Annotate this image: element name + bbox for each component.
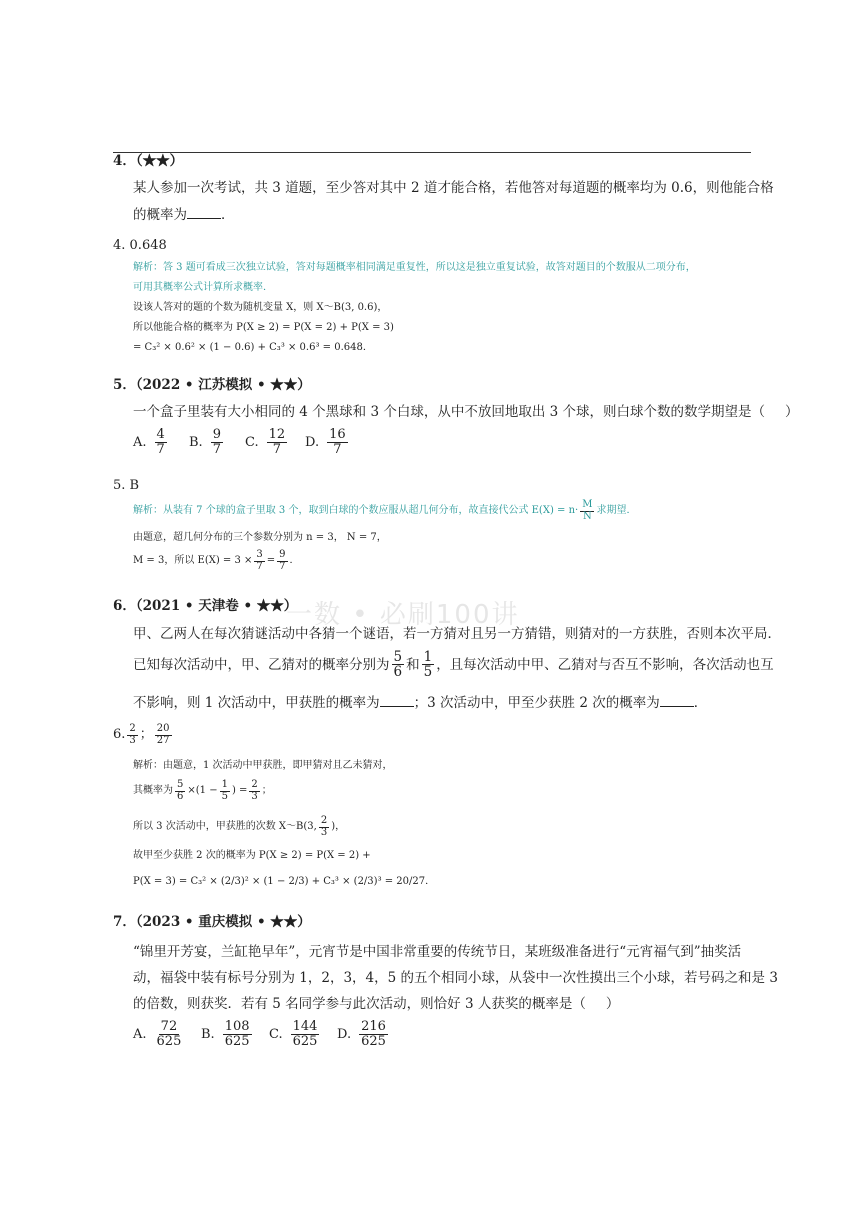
a5-line3: M = 3，所以 E(X) = 3 × $\frac{3}{7}$ = $\frac{9}{7}$ ． <box>133 549 300 572</box>
q5-option-b: B. $\frac{9}{7}$ <box>189 427 221 457</box>
a6-line3: 所以 3 次活动中，甲获胜的次数 X～B(3, $\frac{2}{3}$ )， <box>133 815 346 838</box>
q6-line1: 甲、乙两人在每次猜谜活动中各猜一个谜语，若一方猜对且另一方猜错，则猜对的一方获胜，否则本次平局． <box>133 626 781 642</box>
q6-line3: 不影响，则 1 次活动中，甲获胜的概率为 ；3 次活动中，甲至少获胜 2 次的概率为 ． <box>133 695 708 711</box>
q7-line2: 动，福袋中装有标号分别为 1，2，3，4，5 的五个相同小球，从袋中一次性摸出三个小球，若号码之和是 3 <box>133 970 778 986</box>
top-rule <box>113 152 751 153</box>
q7-line3: 的倍数，则获奖．若有 5 名同学参与此次活动，则恰好 3 人获奖的概率是（ ） <box>133 996 620 1012</box>
answer-blank <box>380 694 414 707</box>
a6-line1: 解析：由题意，1 次活动中甲获胜，即甲猜对且乙未猜对， <box>133 760 393 771</box>
q7-option-d: D. $\frac{216}{625}$ <box>337 1019 386 1049</box>
q5-option-a: A. $\frac{4}{7}$ <box>133 427 165 457</box>
a5-line2: 由题意，超几何分布的三个参数分别为 n = 3， N = 7， <box>133 532 387 543</box>
q4-line2: 的概率为 ． <box>133 207 235 223</box>
a5-analysis: 解析：从装有 7 个球的盒子里取 3 个，取到白球的个数应服从超几何分布，故直接代公式 E(X) = n· $\frac{M}{N}$ 求期望． <box>133 499 637 522</box>
a6-line5: P(X = 3) = C₃² × (2/3)² × (1 − 2/3) + C₃³ × (2/3)³ = 20/27． <box>133 876 436 887</box>
watermark: 一数 • 必刷100讲 <box>286 600 520 630</box>
a4-line3: 设该人答对的题的个数为随机变量 X，则 X～B(3, 0.6)， <box>133 302 388 313</box>
q5-option-c: C. $\frac{12}{7}$ <box>245 427 286 457</box>
a5-number: 5. B <box>113 478 140 493</box>
answer-blank <box>660 694 694 707</box>
answer-blank <box>187 206 221 219</box>
q5-option-d: D. $\frac{16}{7}$ <box>305 427 346 457</box>
q4-line1: 某人参加一次考试，共 3 道题，至少答对其中 2 道才能合格，若他答对每道题的概率均为 0.6，则他能合格 <box>133 180 774 196</box>
q7-option-b: B. $\frac{108}{625}$ <box>201 1019 250 1049</box>
a4-line4: 所以他能合格的概率为 P(X ≥ 2) = P(X = 2) + P(X = 3) <box>133 322 394 333</box>
q4-number: 4．（★★） <box>113 153 184 169</box>
q7-line1: “锦里开芳宴，兰缸艳早年”，元宵节是中国非常重要的传统节日，某班级准备进行“元宵福气到”抽奖活 <box>133 944 742 960</box>
a4-number: 4. 0.648 <box>113 238 167 253</box>
a6-answer: 6. $\frac{2}{3}$ ； $\frac{20}{27}$ <box>113 723 170 746</box>
q7-option-a: A. $\frac{72}{625}$ <box>133 1019 182 1049</box>
a6-line4: 故甲至少获胜 2 次的概率为 P(X ≥ 2) = P(X = 2) + <box>133 850 371 861</box>
q5-line1: 一个盒子里装有大小相同的 4 个黑球和 3 个白球，从中不放回地取出 3 个球，则白球个数的数学期望是（ ） <box>133 404 799 420</box>
q7-number: 7．（2023 • 重庆模拟 • ★★） <box>113 914 311 930</box>
a4-analysis-line1: 解析：答 3 题可看成三次独立试验，答对每题概率相同满足重复性，所以这是独立重复试验，故答对题目的个数服从二项分布， <box>133 262 696 273</box>
a4-analysis-line2: 可用其概率公式计算所求概率． <box>133 282 273 293</box>
q7-option-c: C. $\frac{144}{625}$ <box>269 1019 318 1049</box>
q6-line2: 已知每次活动中，甲、乙猜对的概率分别为 $\frac{5}{6}$ 和 $\frac{1}{5}$ ，且每次活动中甲、乙猜对与否互不影响，各次活动也互 <box>133 649 774 681</box>
q5-number: 5．（2022 • 江苏模拟 • ★★） <box>113 377 311 393</box>
a4-line5: = C₃² × 0.6² × (1 − 0.6) + C₃³ × 0.6³ = 0.648． <box>133 342 373 353</box>
q6-number: 6．（2021 • 天津卷 • ★★） <box>113 598 298 614</box>
a6-line2: 其概率为 $\frac{5}{6}$ ×(1 − $\frac{1}{5}$ ) = $\frac{2}{3}$ ； <box>133 779 272 802</box>
